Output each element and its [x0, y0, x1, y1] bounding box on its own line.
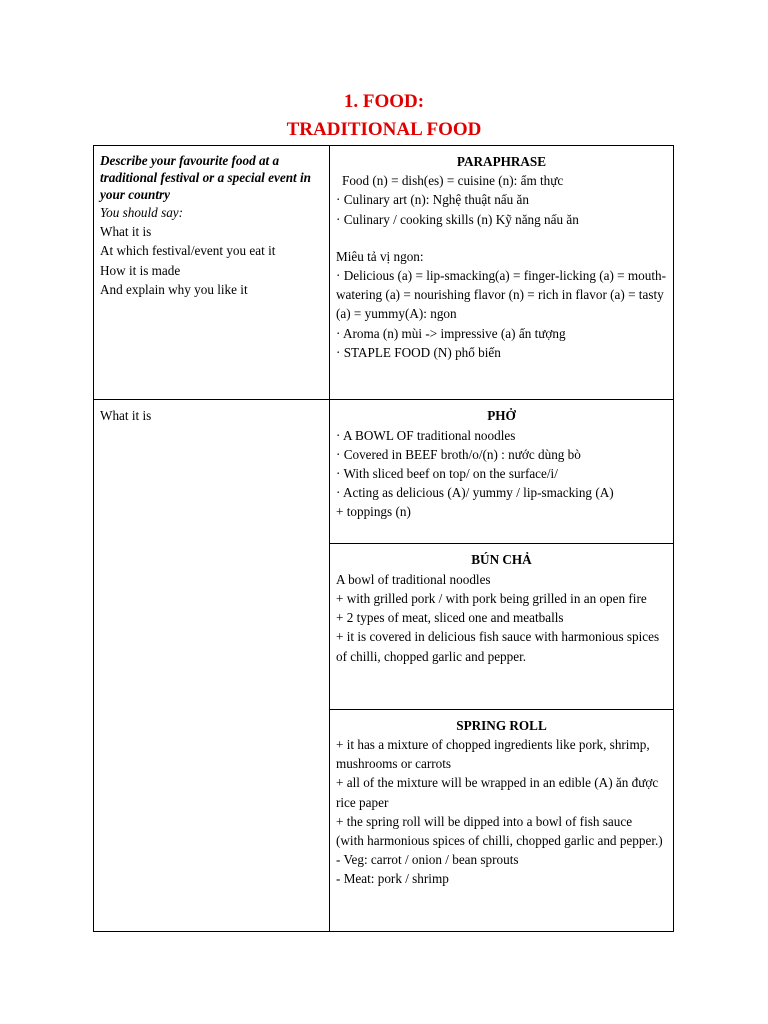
- content-table: [93, 145, 674, 932]
- what-it-is-label: What it is: [100, 408, 152, 424]
- what-it-is-cell: [94, 400, 330, 932]
- spring-roll-line: + all of the mixture will be wrapped in an edible (A) ăn được rice paper: [336, 775, 659, 810]
- bun-cha-line: A bowl of traditional noodles: [336, 571, 491, 587]
- cue-point: How it is made: [100, 262, 181, 278]
- bun-cha-cell: [330, 544, 674, 709]
- pho-cell: [330, 400, 674, 544]
- pho-line: · Acting as delicious (A)/ yummy / lip-smacking (A): [336, 485, 614, 501]
- taste-line: · Delicious (a) = lip-smacking(a) = finger-licking (a) = mouth-watering (a) = nourishing flavor (n) = rich in flavor (a) = tasty (a) = yummy(A): ngon: [336, 268, 667, 322]
- prompt-cell: [94, 146, 330, 400]
- spring-roll-line: + it has a mixture of chopped ingredients like pork, shrimp, mushrooms or carrots: [336, 736, 650, 772]
- spring-roll-cell: [330, 709, 674, 931]
- section-subtitle: TRADITIONAL FOOD: [286, 119, 482, 140]
- spring-roll-heading: SPRING ROLL: [456, 717, 547, 733]
- table-row: [94, 400, 674, 544]
- taste-line: · STAPLE FOOD (N) phổ biến: [336, 344, 501, 360]
- spring-roll-line: + the spring roll will be dipped into a bowl of fish sauce: [336, 813, 633, 829]
- spring-roll-line: - Veg: carrot / onion / bean sprouts: [336, 852, 519, 868]
- bun-cha-line: + with grilled pork / with pork being grilled in an open fire: [336, 590, 647, 606]
- section-title: 1. FOOD:: [343, 91, 425, 112]
- cue-point: And explain why you like it: [100, 281, 248, 297]
- should-say-label: You should say:: [100, 205, 184, 220]
- taste-subheading: Miêu tả vị ngon:: [336, 248, 424, 264]
- spring-roll-line: - Meat: pork / shrimp: [336, 871, 449, 887]
- pho-line: · With sliced beef on top/ on the surface/i/: [336, 465, 558, 481]
- paraphrase-heading: PARAPHRASE: [456, 154, 547, 169]
- spring-roll-line: (with harmonious spices of chilli, chopped garlic and pepper.): [336, 832, 663, 848]
- taste-line: · Aroma (n) mùi -> impressive (a) ấn tượng: [336, 325, 566, 341]
- bun-cha-line: + 2 types of meat, sliced one and meatballs: [336, 610, 564, 626]
- cue-point: What it is: [100, 224, 152, 240]
- pho-line: · Covered in BEEF broth/o/(n) : nước dùng bò: [336, 446, 581, 462]
- cue-point: At which festival/event you eat it: [100, 243, 276, 259]
- bun-cha-line: + it is covered in delicious fish sauce with harmonious spices of chilli, chopped garlic and pepper.: [336, 629, 660, 664]
- pho-line: + toppings (n): [336, 504, 411, 520]
- pho-line: · A BOWL OF traditional noodles: [336, 427, 516, 443]
- cue-card-question: Describe your favourite food at a traditional festival or a special event in your country: [100, 153, 311, 202]
- bun-cha-heading: BÚN CHẢ: [471, 552, 532, 568]
- paraphrase-line: Food (n) = dish(es) = cuisine (n): ẩm thực: [342, 173, 564, 189]
- pho-heading: PHỞ: [487, 408, 516, 424]
- table-row: [94, 146, 674, 400]
- paraphrase-cell: [330, 146, 674, 400]
- paraphrase-line: · Culinary / cooking skills (n) Kỹ năng nấu ăn: [336, 211, 579, 227]
- paraphrase-line: · Culinary art (n): Nghệ thuật nấu ăn: [336, 192, 529, 208]
